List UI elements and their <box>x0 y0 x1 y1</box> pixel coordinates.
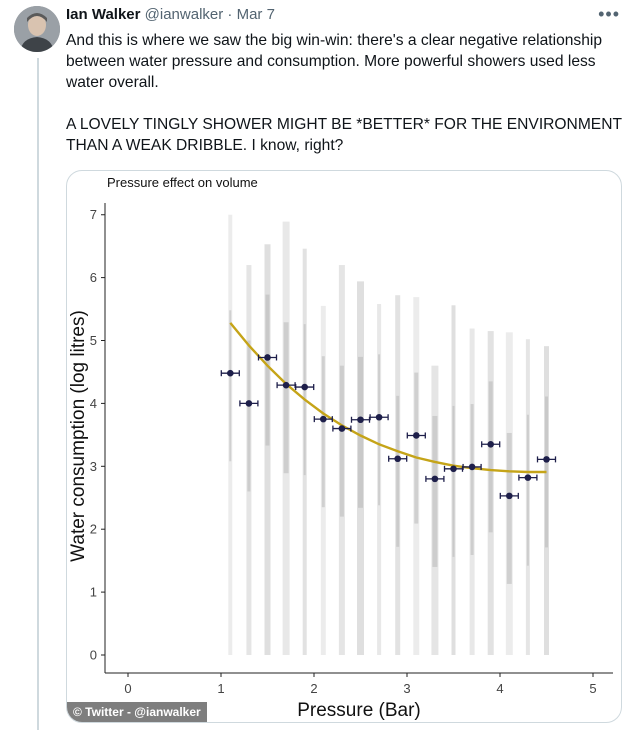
raw-data-cloud <box>228 215 549 655</box>
chart-title: Pressure effect on volume <box>107 175 258 190</box>
data-point <box>394 455 401 462</box>
raw-data-core <box>378 354 380 505</box>
data-point <box>506 493 513 500</box>
data-point <box>413 432 420 439</box>
data-point <box>376 414 383 421</box>
data-point <box>432 476 439 483</box>
y-axis-label: Water consumption (log litres) <box>68 310 89 562</box>
data-point <box>227 370 234 377</box>
data-points <box>221 354 555 499</box>
data-point <box>487 441 494 448</box>
y-tick-label: 1 <box>89 584 97 600</box>
tweet-media-chart[interactable] <box>66 170 622 723</box>
author-handle[interactable]: @ianwalker <box>144 6 224 23</box>
separator-dot: · <box>227 6 233 23</box>
raw-data-core <box>358 357 363 508</box>
y-tick-label: 6 <box>89 270 97 286</box>
thread-line <box>37 58 39 730</box>
x-tick-label: 2 <box>310 681 318 696</box>
x-tick-label: 1 <box>217 681 225 696</box>
x-axis-label: Pressure (Bar) <box>297 700 421 721</box>
raw-data-core <box>432 416 437 567</box>
fit-curve <box>230 323 546 472</box>
photo-credit: © Twitter - @ianwalker <box>67 702 207 722</box>
raw-data-core <box>527 415 529 566</box>
tweet-header <box>66 6 620 26</box>
x-tick-label: 0 <box>124 681 132 696</box>
raw-data-core <box>471 404 474 555</box>
data-point <box>357 416 364 423</box>
data-point <box>283 382 290 389</box>
y-tick-label: 4 <box>89 395 97 411</box>
raw-data-core <box>396 396 399 547</box>
raw-data-core <box>340 366 344 517</box>
tweet-paragraph: And this is where we saw the big win-win: there's a clear negative relationship between water pressure and consumption. More powerful showers used less water overall. <box>66 32 603 91</box>
y-tick-label: 2 <box>89 521 97 537</box>
data-point <box>339 425 346 432</box>
data-point <box>450 466 457 473</box>
data-point <box>543 456 550 463</box>
raw-data-core <box>414 373 418 524</box>
chart <box>67 171 621 722</box>
x-tick-label: 4 <box>496 681 504 696</box>
data-point <box>246 400 253 407</box>
raw-data-core <box>489 381 493 532</box>
y-tick-label: 5 <box>89 333 97 348</box>
raw-data-core <box>507 433 512 584</box>
raw-data-core <box>247 341 250 492</box>
tweet-date[interactable]: Mar 7 <box>236 6 275 23</box>
x-tick-label: 3 <box>403 681 411 696</box>
data-point <box>320 416 327 423</box>
tweet-paragraph: A LOVELY TINGLY SHOWER MIGHT BE *BETTER* FOR THE ENVIRONMENT THAN A WEAK DRIBBLE. I know, right? <box>66 116 622 154</box>
data-point <box>525 474 532 481</box>
data-point <box>469 464 476 471</box>
tweet-text <box>66 30 622 156</box>
data-point <box>264 354 271 361</box>
more-horizontal-icon[interactable]: ••• <box>598 4 620 24</box>
y-tick-label: 3 <box>89 458 97 474</box>
raw-data-core <box>284 322 289 473</box>
raw-data-core <box>322 356 325 507</box>
y-tick-label: 0 <box>89 647 97 663</box>
raw-data-core <box>453 406 455 557</box>
raw-data-core <box>266 295 270 446</box>
data-point <box>301 384 308 391</box>
raw-data-core <box>229 310 231 461</box>
y-tick-label: 7 <box>89 207 97 223</box>
x-tick-label: 5 <box>589 681 597 696</box>
author-name[interactable]: Ian Walker <box>66 6 141 23</box>
avatar[interactable] <box>14 6 60 52</box>
